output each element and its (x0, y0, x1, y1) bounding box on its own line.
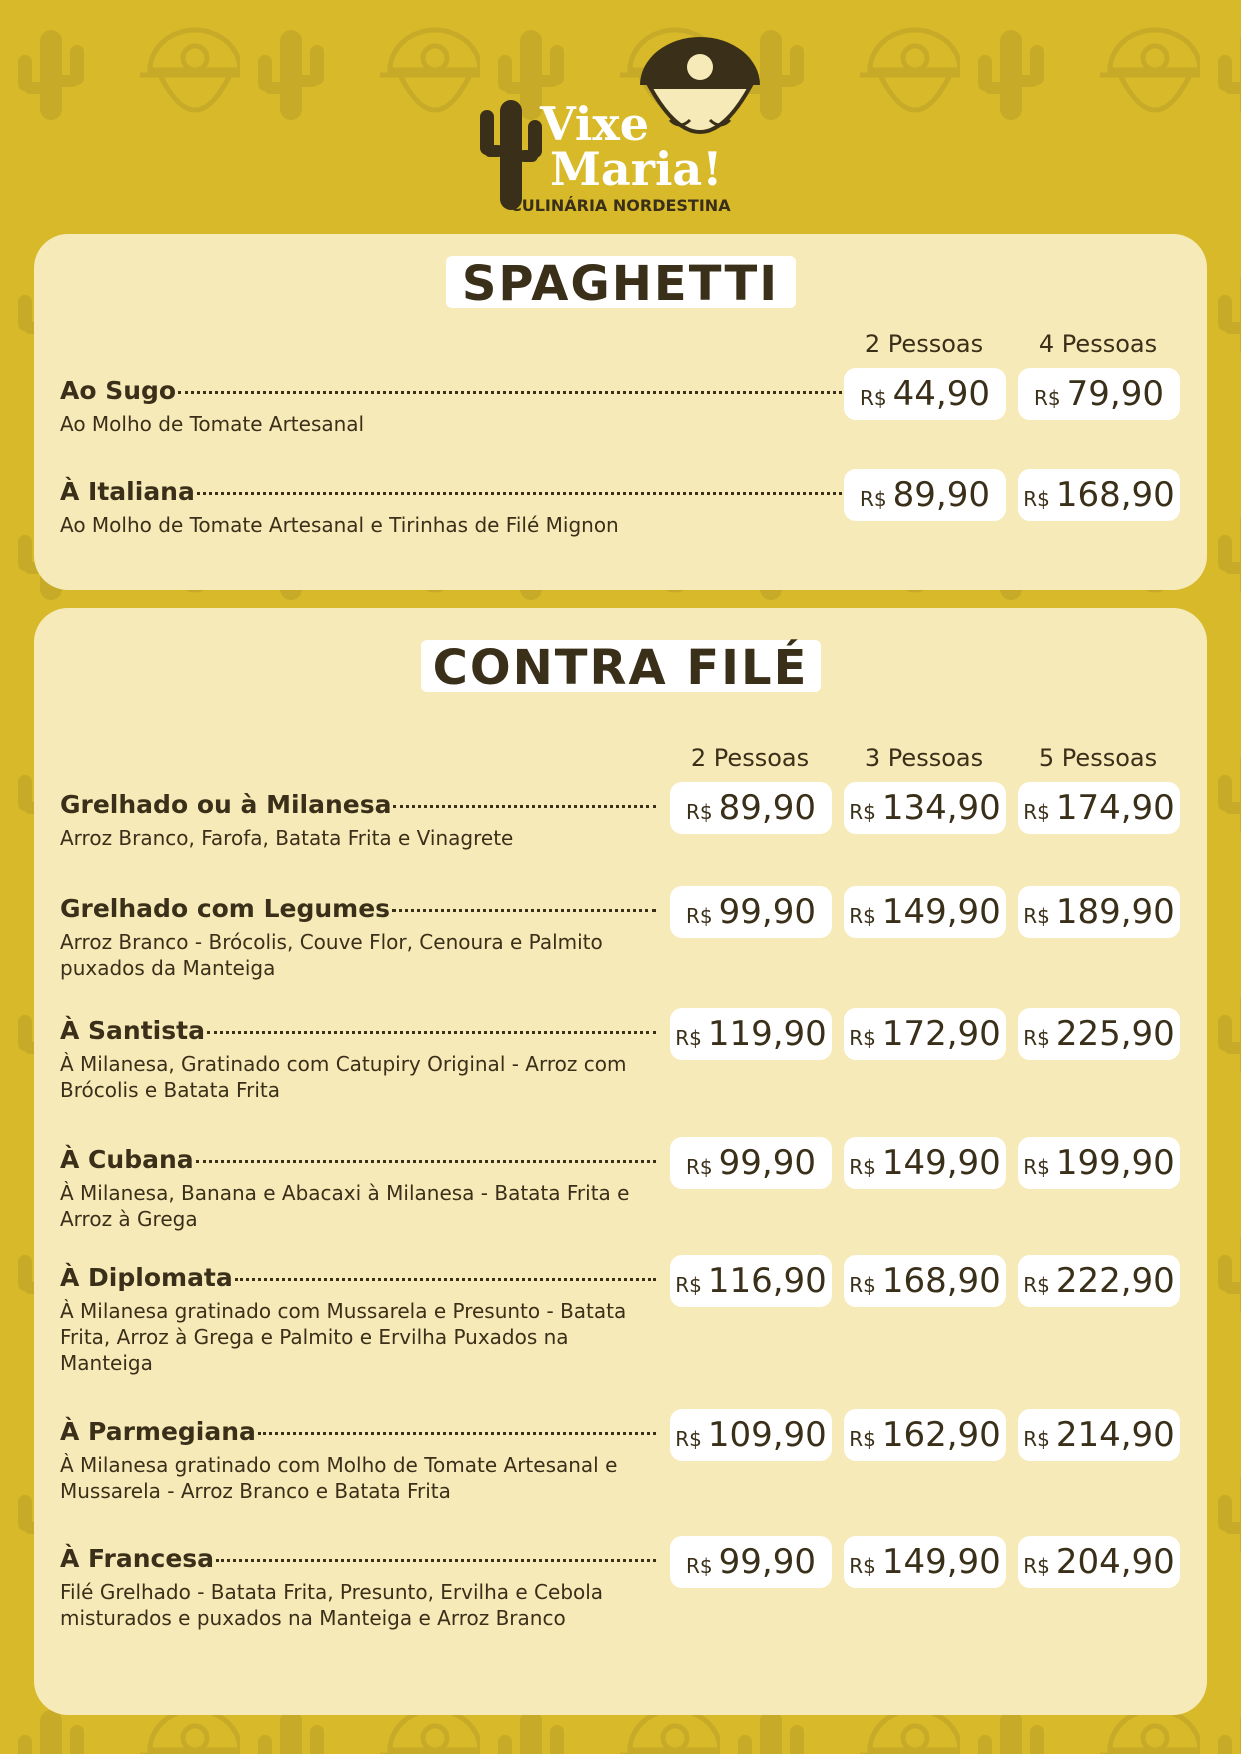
price-tag: R$ 168,90 (1018, 469, 1180, 521)
item-name: À Diplomata (60, 1263, 233, 1292)
item-name: Ao Sugo (60, 376, 177, 405)
section-title: CONTRA FILÉ (432, 640, 809, 696)
dot-leader (216, 1559, 656, 1562)
dot-leader (393, 805, 656, 808)
price-tag: R$ 119,90 (670, 1008, 832, 1060)
price-tag: R$ 99,90 (670, 886, 832, 938)
price-tag: R$ 225,90 (1018, 1008, 1180, 1060)
item-description: Ao Molho de Tomate Artesanal (60, 412, 365, 436)
item-description: Arroz Branco - Brócolis, Couve Flor, Cenoura e Palmito puxados da Manteiga (60, 930, 603, 980)
item-description: Arroz Branco, Farofa, Batata Frita e Vinagrete (60, 826, 514, 850)
menu-item (60, 894, 656, 981)
column-header: 2 Pessoas (864, 330, 984, 358)
item-name: À Parmegiana (60, 1417, 256, 1446)
price-tag: R$ 109,90 (670, 1409, 832, 1461)
dot-leader (235, 1278, 656, 1281)
price-tag: R$ 99,90 (670, 1536, 832, 1588)
menu-item (60, 1263, 656, 1376)
item-description: Ao Molho de Tomate Artesanal e Tirinhas de Filé Mignon (60, 513, 619, 537)
section-title: SPAGHETTI (461, 256, 780, 312)
contra-file-section (34, 608, 1207, 1715)
menu-item (60, 1145, 656, 1232)
price-tag: R$ 79,90 (1018, 368, 1180, 420)
price-tag: R$ 89,90 (670, 782, 832, 834)
vixe-maria-logo (470, 25, 770, 220)
column-header: 2 Pessoas (690, 744, 810, 772)
price-tag: R$ 99,90 (670, 1137, 832, 1189)
price-tag: R$ 199,90 (1018, 1137, 1180, 1189)
price-tag: R$ 134,90 (844, 782, 1006, 834)
price-tag: R$ 116,90 (670, 1255, 832, 1307)
price-tag: R$ 172,90 (844, 1008, 1006, 1060)
item-name: À Italiana (60, 477, 195, 506)
item-name: À Cubana (60, 1145, 194, 1174)
price-tag: R$ 149,90 (844, 1137, 1006, 1189)
logo-tagline: CULINÁRIA NORDESTINA (510, 196, 731, 215)
price-tag: R$ 44,90 (844, 368, 1006, 420)
price-tag: R$ 204,90 (1018, 1536, 1180, 1588)
price-tag: R$ 214,90 (1018, 1409, 1180, 1461)
price-tag: R$ 149,90 (844, 886, 1006, 938)
menu-item (60, 376, 860, 437)
item-description: À Milanesa gratinado com Molho de Tomate Artesanal e Mussarela - Arroz Branco e Batata Frita (60, 1453, 618, 1503)
item-name: À Santista (60, 1016, 205, 1045)
logo-name-line1: Vixe (540, 97, 650, 151)
column-header: 3 Pessoas (864, 744, 984, 772)
menu-item (60, 1544, 656, 1631)
item-description: À Milanesa, Gratinado com Catupiry Original - Arroz com Brócolis e Batata Frita (60, 1052, 627, 1102)
column-header: 4 Pessoas (1038, 330, 1158, 358)
menu-item (60, 1016, 656, 1103)
price-tag: R$ 89,90 (844, 469, 1006, 521)
menu-item (60, 790, 656, 851)
column-header: 5 Pessoas (1038, 744, 1158, 772)
dot-leader (178, 391, 860, 394)
spaghetti-section (34, 234, 1207, 590)
dot-leader (196, 1160, 656, 1163)
item-name: Grelhado ou à Milanesa (60, 790, 392, 819)
price-tag: R$ 174,90 (1018, 782, 1180, 834)
item-name: À Francesa (60, 1544, 215, 1573)
logo-name-line2: Maria! (550, 142, 723, 196)
price-tag: R$ 189,90 (1018, 886, 1180, 938)
item-description: À Milanesa gratinado com Mussarela e Presunto - Batata Frita, Arroz à Grega e Palmito e Ervilha Puxados na Manteiga (60, 1299, 627, 1375)
price-tag: R$ 168,90 (844, 1255, 1006, 1307)
dot-leader (197, 492, 860, 495)
item-name: Grelhado com Legumes (60, 894, 391, 923)
dot-leader (392, 909, 656, 912)
dot-leader (258, 1432, 656, 1435)
price-tag: R$ 162,90 (844, 1409, 1006, 1461)
price-tag: R$ 222,90 (1018, 1255, 1180, 1307)
price-tag: R$ 149,90 (844, 1536, 1006, 1588)
item-description: À Milanesa, Banana e Abacaxi à Milanesa - Batata Frita e Arroz à Grega (60, 1181, 630, 1231)
menu-item (60, 1417, 656, 1504)
dot-leader (207, 1031, 656, 1034)
item-description: Filé Grelhado - Batata Frita, Presunto, Ervilha e Cebola misturados e puxados na Manteiga e Arroz Branco (60, 1580, 604, 1630)
menu-item (60, 477, 860, 538)
